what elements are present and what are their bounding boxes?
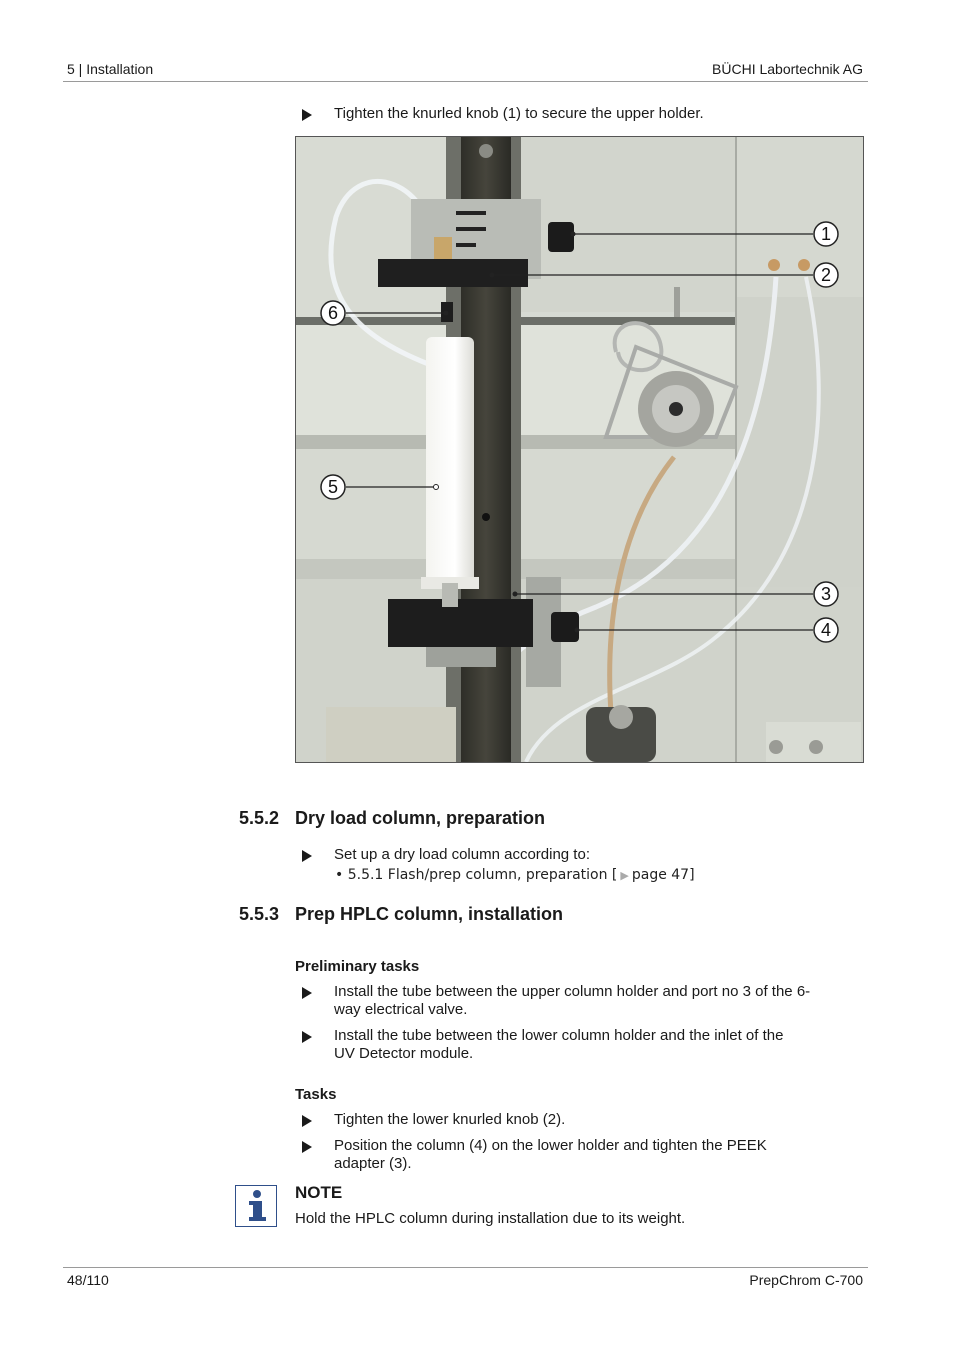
svg-text:3: 3 — [820, 584, 832, 604]
tasks-heading: Tasks — [295, 1086, 337, 1103]
header-section: 5 | Installation — [67, 61, 154, 77]
cross-reference-link[interactable] — [335, 867, 695, 883]
preliminary-step-text: Install the tube between the lower column holder and the inlet of the UV Detector module. — [334, 1027, 784, 1062]
bullet-arrow-icon — [302, 1031, 312, 1043]
xref-arrow-icon: ▶ — [620, 869, 629, 882]
svg-text:4: 4 — [820, 620, 832, 640]
info-icon — [235, 1185, 277, 1227]
note-text: Hold the HPLC column during installation due to its weight. — [295, 1210, 686, 1227]
footer-product: PrepChrom C-700 — [749, 1272, 863, 1288]
callout-5 — [321, 475, 345, 499]
bullet-arrow-icon — [302, 987, 312, 999]
section-552-step-text: Set up a dry load column according to: — [334, 846, 590, 863]
xref-prefix: • 5.5.1 Flash/prep column, preparation [ — [335, 867, 618, 883]
preliminary-step-text: Install the tube between the upper column holder and port no 3 of the 6- way electrical valve. — [334, 983, 811, 1018]
bullet-arrow-icon — [302, 109, 312, 121]
svg-text:5: 5 — [327, 477, 339, 497]
note-title: NOTE — [295, 1183, 343, 1202]
task-step-text: Tighten the lower knurled knob (2). — [334, 1111, 566, 1128]
footer-page-number: 48/110 — [67, 1272, 109, 1288]
callout-2 — [814, 263, 838, 287]
section-553-title: Prep HPLC column, installation — [295, 904, 564, 924]
bullet-arrow-icon — [302, 1141, 312, 1153]
callout-1 — [814, 222, 838, 246]
bullet-arrow-icon — [302, 1115, 312, 1127]
xref-page: page 47] — [631, 867, 695, 883]
installation-photo-illustration — [296, 137, 863, 762]
svg-text:2: 2 — [820, 265, 832, 285]
installation-photo — [295, 136, 864, 763]
task-step-text: Position the column (4) on the lower holder and tighten the PEEK adapter (3). — [334, 1137, 767, 1172]
callout-4 — [814, 618, 838, 642]
header-company: BÜCHI Labortechnik AG — [712, 61, 863, 77]
header-rule — [63, 81, 868, 82]
svg-text:1: 1 — [820, 224, 832, 244]
section-553-heading — [239, 904, 563, 925]
section-552-title: Dry load column, preparation — [295, 808, 546, 828]
callout-6 — [321, 301, 345, 325]
section-553-number: 5.5.3 — [239, 904, 280, 924]
bullet-arrow-icon — [302, 850, 312, 862]
section-552-number: 5.5.2 — [239, 808, 280, 828]
footer-rule — [63, 1267, 868, 1268]
preliminary-tasks-heading: Preliminary tasks — [295, 958, 420, 975]
callout-3 — [814, 582, 838, 606]
section-552-heading — [239, 808, 545, 829]
svg-text:6: 6 — [327, 303, 339, 323]
intro-step-text: Tighten the knurled knob (1) to secure the upper holder. — [334, 105, 704, 122]
